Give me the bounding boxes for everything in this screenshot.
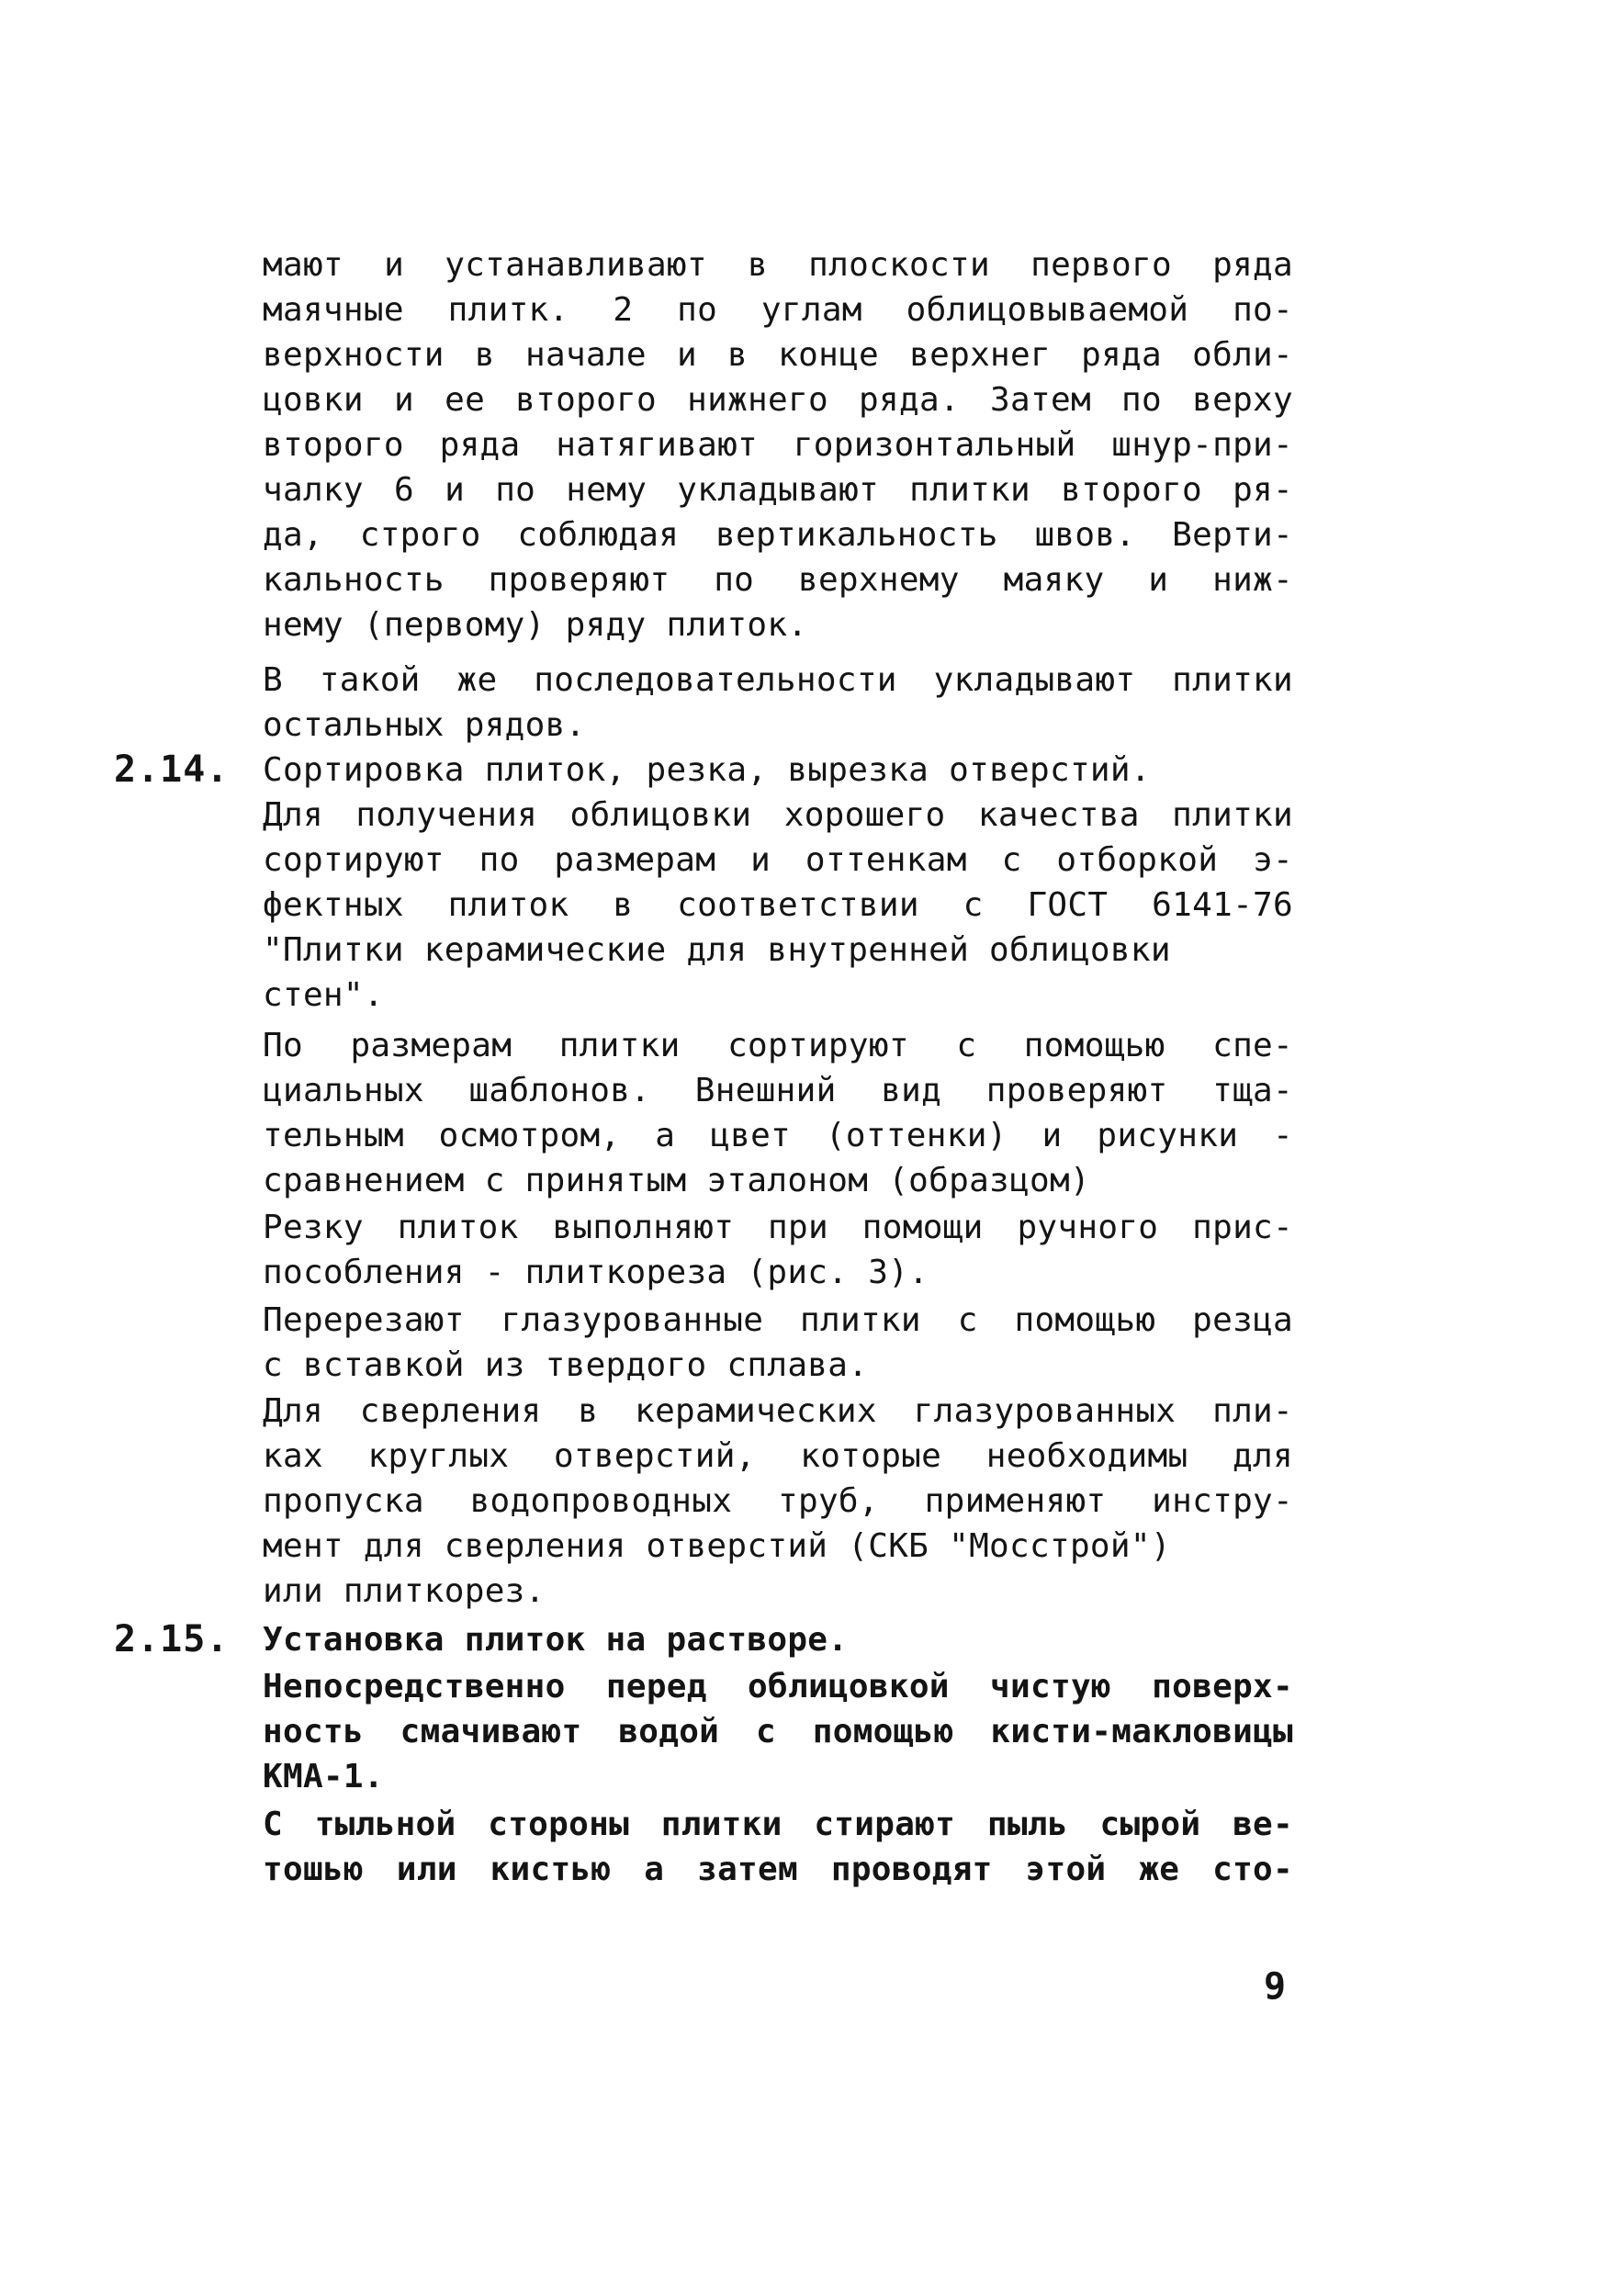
text-line: остальных рядов. [263, 706, 586, 744]
text-line: В такой же последовательности укладывают плитки [263, 661, 1293, 699]
text-line: пропуска водопроводных труб, применяют инстру- [263, 1482, 1293, 1520]
text-line: Непосредственно перед облицовкой чистую поверх- [263, 1668, 1293, 1705]
text-line: нему (первому) ряду плиток. [263, 606, 808, 644]
text-line: верхности в начале и в конце верхнег ряда обли- [263, 336, 1293, 374]
section-paragraph [263, 1298, 1293, 1388]
paragraph-continuation [263, 242, 1293, 647]
text-line: ках круглых отверстий, которые необходимы для [263, 1437, 1293, 1475]
section-paragraph [263, 1664, 1293, 1799]
text-line: ность смачивают водой с помощью кисти-макловицы [263, 1713, 1293, 1750]
text-line: тельным осмотром, а цвет (оттенки) и рисунки - [263, 1117, 1293, 1154]
text-line: пособления - плиткореза (рис. 3). [263, 1254, 929, 1291]
section-title: Установка плиток на растворе. [263, 1621, 849, 1659]
section-paragraph [263, 1205, 1293, 1295]
text-line: да, строго соблюдая вертикальность швов. Верти- [263, 516, 1293, 554]
text-line: стен". [263, 976, 384, 1014]
text-line: Для получения облицовки хорошего качества плитки [263, 796, 1293, 834]
text-line: мент для сверления отверстий (СКБ "Мосстрой") [263, 1527, 1171, 1565]
section-paragraph [263, 1023, 1293, 1203]
text-line: циальных шаблонов. Внешний вид проверяют тща- [263, 1072, 1293, 1109]
text-line: тошью или кистью а затем проводят этой же сто- [263, 1851, 1293, 1888]
section-paragraph [263, 1389, 1293, 1614]
text-line: Резку плиток выполняют при помощи ручного прис- [263, 1209, 1293, 1246]
text-line: Для сверления в керамических глазурованных пли- [263, 1392, 1293, 1430]
text-line: фектных плиток в соответствии с ГОСТ 6141-76 [263, 886, 1293, 924]
section-number: 2.14. [114, 748, 230, 791]
text-line: с вставкой из твердого сплава. [263, 1346, 869, 1384]
paragraph-rows [263, 658, 1293, 748]
section-number: 2.15. [114, 1618, 230, 1660]
text-line: цовки и ее второго нижнего ряда. Затем по верху [263, 381, 1293, 419]
text-line: чалку 6 и по нему укладывают плитки второго ря- [263, 471, 1293, 509]
text-line: мают и устанавливают в плоскости первого ряда [263, 246, 1293, 284]
text-line: или плиткорез. [263, 1572, 546, 1610]
text-line: сортируют по размерам и оттенкам с отборкой э- [263, 841, 1293, 879]
section-paragraph [263, 1802, 1293, 1892]
page-number: 9 [1264, 1965, 1287, 2008]
text-line: С тыльной стороны плитки стирают пыль сырой ве- [263, 1806, 1293, 1843]
text-line: кальность проверяют по верхнему маяку и ниж- [263, 561, 1293, 599]
text-line: Перерезают глазурованные плитки с помощью резца [263, 1301, 1293, 1339]
text-line: маячные плитк. 2 по углам облицовываемой по- [263, 291, 1293, 329]
text-line: "Плитки керамические для внутренней облицовки [263, 931, 1171, 969]
text-line: сравнением с принятым эталоном (образцом) [263, 1162, 1090, 1199]
text-line: По размерам плитки сортируют с помощью спе- [263, 1027, 1293, 1064]
section-paragraph [263, 793, 1293, 1018]
section-title: Сортировка плиток, резка, вырезка отверстий. [263, 751, 1151, 789]
text-line: второго ряда натягивают горизонтальный шнур-при- [263, 426, 1293, 464]
text-line: КМА-1. [263, 1758, 384, 1795]
